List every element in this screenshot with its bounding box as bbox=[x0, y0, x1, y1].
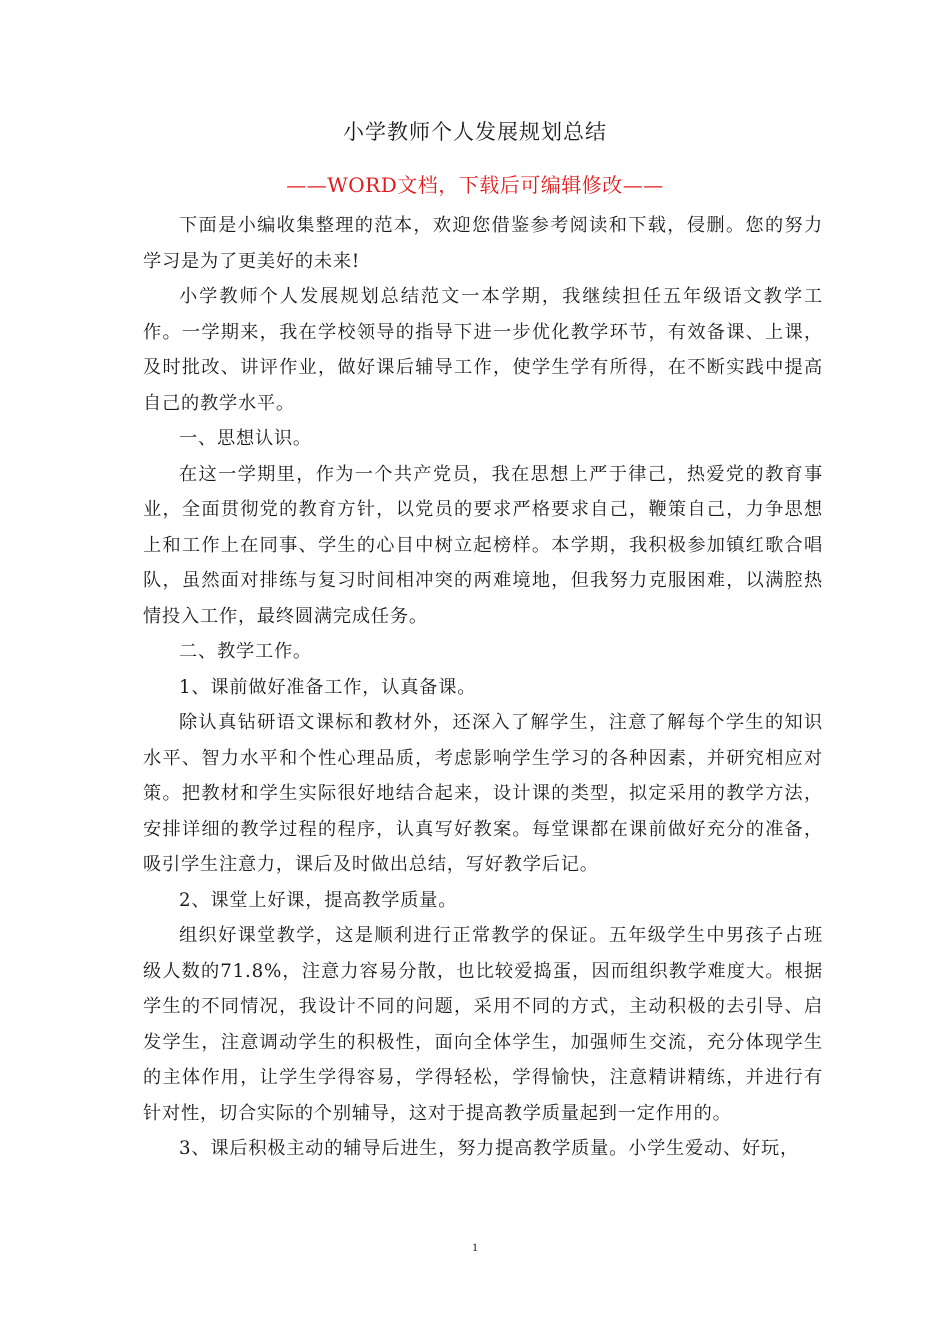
summary-paragraph: 小学教师个人发展规划总结范文一本学期，我继续担任五年级语文教学工作。一学期来，我在学校领导的指导下进一步优化教学环节，有效备课、上课，及时批改、讲评作业，做好课后辅导工作，使学生学有所得，在不断实践中提高自己的教学水平。 bbox=[143, 286, 823, 414]
intro-paragraph: 下面是小编收集整理的范本，欢迎您借鉴参考阅读和下载，侵删。您的努力学习是为了更美好的未来! bbox=[143, 215, 823, 272]
body-paragraph: 组织好课堂教学，这是顺利进行正常教学的保证。五年级学生中男孩子占班级人数的71.8%，注意力容易分散，也比较爱捣蛋，因而组织教学难度大。根据学生的不同情况，我设计不同的问题，采用不同的方式，主动积极的去引导、启发学生，注意调动学生的积极性，面向全体学生，加强师生交流，充分体现学生的主体作用，让学生学得容易，学得轻松，学得愉快，注意精讲精练，并进行有针对性，切合实际的个别辅导，这对于提高教学质量起到一定作用的。 bbox=[143, 925, 823, 1124]
document-title: 小学教师个人发展规划总结 bbox=[343, 120, 607, 144]
page-number: 1 bbox=[472, 1240, 478, 1254]
document-subtitle: ——WORD文档，下载后可编辑修改—— bbox=[286, 173, 664, 197]
section-heading: 二、教学工作。 bbox=[179, 641, 312, 662]
subsection-heading: 1、课前做好准备工作，认真备课。 bbox=[179, 676, 477, 698]
body-paragraph: 在这一学期里，作为一个共产党员，我在思想上严于律己，热爱党的教育事业，全面贯彻党的教育方针，以党员的要求严格要求自己，鞭策自己，力争思想上和工作上在同事、学生的心目中树立起榜样。本学期，我积极参加镇红歌合唱队，虽然面对排练与复习时间相冲突的两难境地，但我努力克服困难，以满腔热情投入工作，最终圆满完成任务。 bbox=[143, 463, 823, 627]
subsection-heading: 2、课堂上好课，提高教学质量。 bbox=[179, 889, 458, 911]
body-paragraph: 3、课后积极主动的辅导后进生，努力提高教学质量。小学生爱动、好玩， bbox=[179, 1138, 799, 1159]
section-heading: 一、思想认识。 bbox=[179, 428, 312, 449]
document-body bbox=[143, 208, 823, 1167]
body-paragraph: 除认真钻研语文课标和教材外，还深入了解学生，注意了解每个学生的知识水平、智力水平和个性心理品质，考虑影响学生学习的各种因素，并研究相应对策。把教材和学生实际很好地结合起来，设计课的类型，拟定采用的教学方法，安排详细的教学过程的程序，认真写好教案。每堂课都在课前做好充分的准备，吸引学生注意力，课后及时做出总结，写好教学后记。 bbox=[143, 712, 823, 875]
